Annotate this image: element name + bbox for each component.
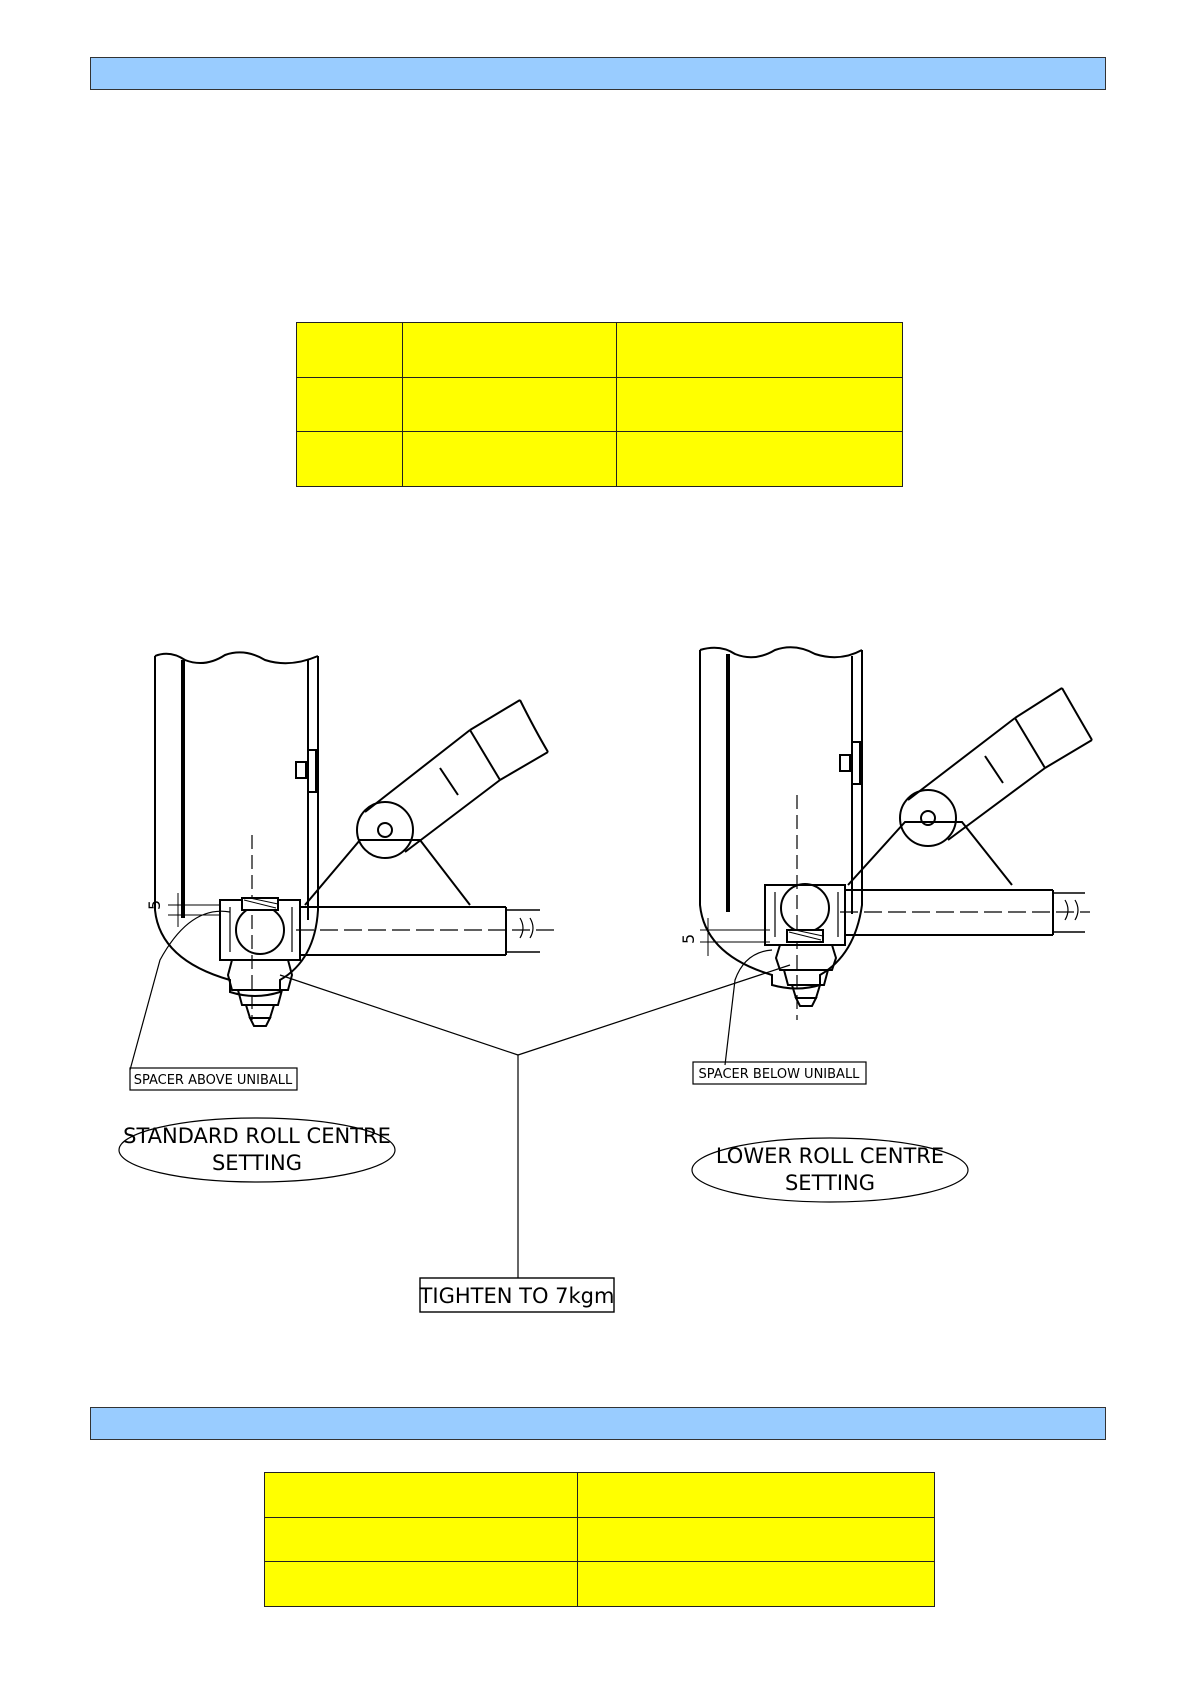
table-cell xyxy=(617,377,903,432)
table-row xyxy=(297,432,903,487)
standard-roll-centre-line2: SETTING xyxy=(211,1151,303,1175)
bottom-table xyxy=(264,1472,935,1607)
lower-roll-centre-line1: LOWER ROLL CENTRE xyxy=(715,1144,945,1168)
table-row xyxy=(265,1562,935,1607)
table-cell xyxy=(297,323,403,378)
table-cell xyxy=(577,1517,934,1562)
table-cell xyxy=(577,1562,934,1607)
lower-roll-centre-line2: SETTING xyxy=(784,1171,876,1195)
roll-centre-table xyxy=(296,322,903,487)
standard-roll-centre-line1: STANDARD ROLL CENTRE xyxy=(123,1124,391,1148)
table-row xyxy=(265,1473,935,1518)
section-header-bar-top xyxy=(90,57,1106,90)
table-row xyxy=(265,1517,935,1562)
table-cell xyxy=(265,1517,578,1562)
dimension-right-label: 5 xyxy=(679,933,698,944)
table-cell xyxy=(402,323,617,378)
table-cell xyxy=(577,1473,934,1518)
table-cell xyxy=(617,432,903,487)
table-cell xyxy=(617,323,903,378)
table-row xyxy=(297,323,903,378)
spacer-below-label: SPACER BELOW UNIBALL xyxy=(698,1067,860,1082)
dimension-left-label: 5 xyxy=(145,899,164,910)
spacer-above-label: SPACER ABOVE UNIBALL xyxy=(133,1073,293,1088)
table-row xyxy=(297,377,903,432)
table-cell xyxy=(265,1562,578,1607)
table-cell xyxy=(297,432,403,487)
table-cell xyxy=(402,432,617,487)
right-assembly xyxy=(700,647,1092,1065)
tighten-label: TIGHTEN TO 7kgm xyxy=(419,1284,615,1308)
tighten-leaders xyxy=(280,965,790,1278)
left-assembly xyxy=(130,652,560,1070)
table-cell xyxy=(297,377,403,432)
table-cell xyxy=(265,1473,578,1518)
section-header-bar-bottom xyxy=(90,1407,1106,1440)
table-cell xyxy=(402,377,617,432)
roll-centre-technical-drawing xyxy=(0,560,1190,1360)
